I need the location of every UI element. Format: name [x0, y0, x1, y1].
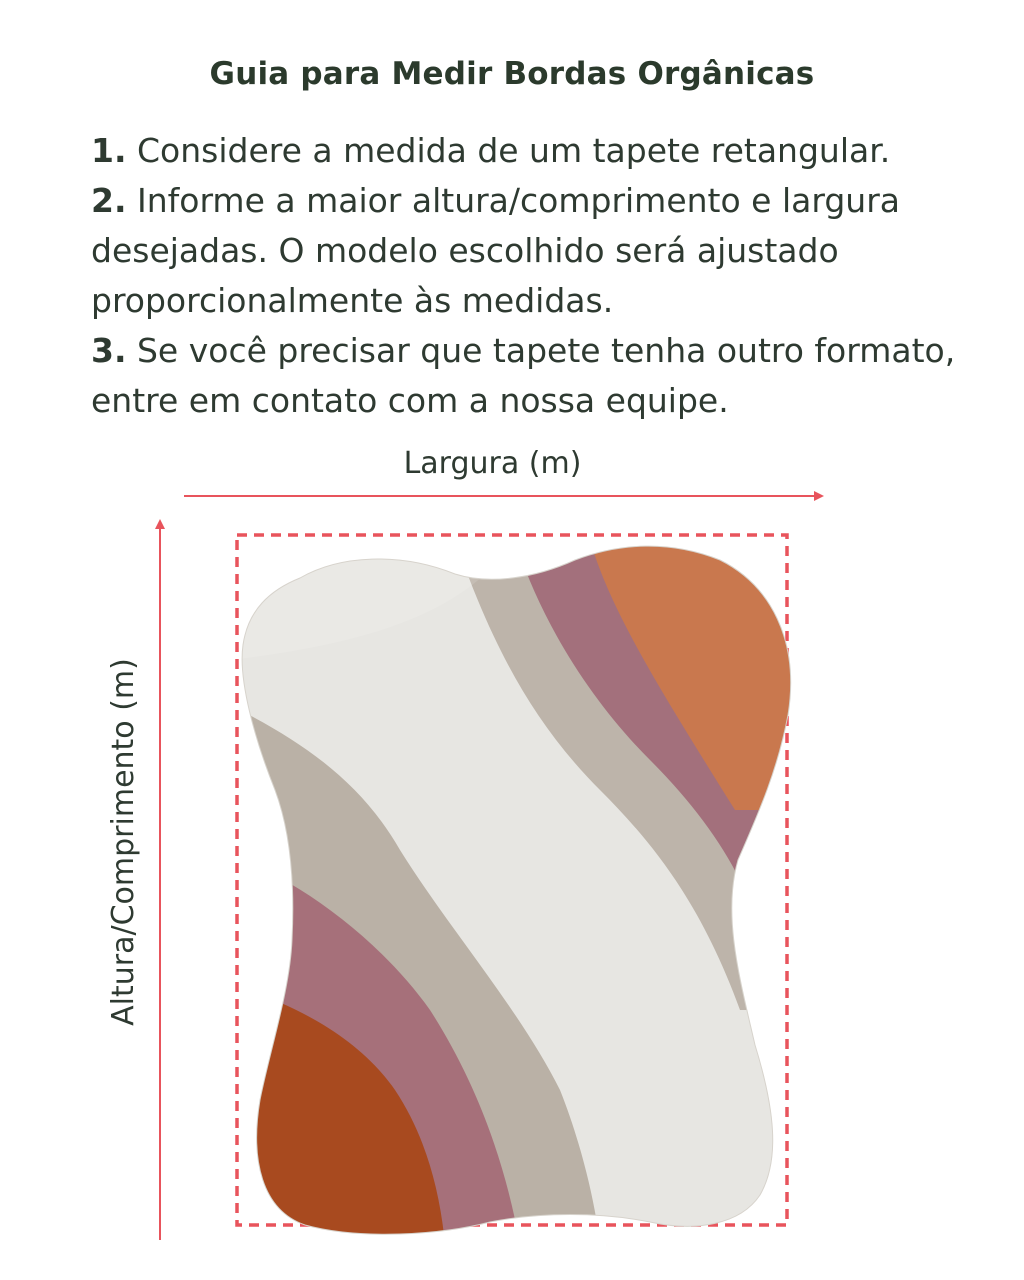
- step-text: Se você precisar que tapete tenha outro formato, entre em contato com a nossa equipe.: [91, 331, 956, 420]
- step-number: 1.: [91, 131, 127, 170]
- height-arrow: [155, 519, 165, 1240]
- step-number: 3.: [91, 331, 127, 370]
- organic-rug-image: [230, 530, 820, 1250]
- step-text: Informe a maior altura/comprimento e largura desejadas. O modelo escolhido será ajustado proporcionalmente às medidas.: [91, 181, 900, 320]
- step-number: 2.: [91, 181, 127, 220]
- width-label: Largura (m): [403, 446, 582, 481]
- height-label: Altura/Comprimento (m): [106, 658, 141, 1026]
- width-arrow: [184, 491, 824, 501]
- page-title: Guia para Medir Bordas Orgânicas: [209, 56, 815, 92]
- step-text: Considere a medida de um tapete retangular.: [126, 131, 891, 170]
